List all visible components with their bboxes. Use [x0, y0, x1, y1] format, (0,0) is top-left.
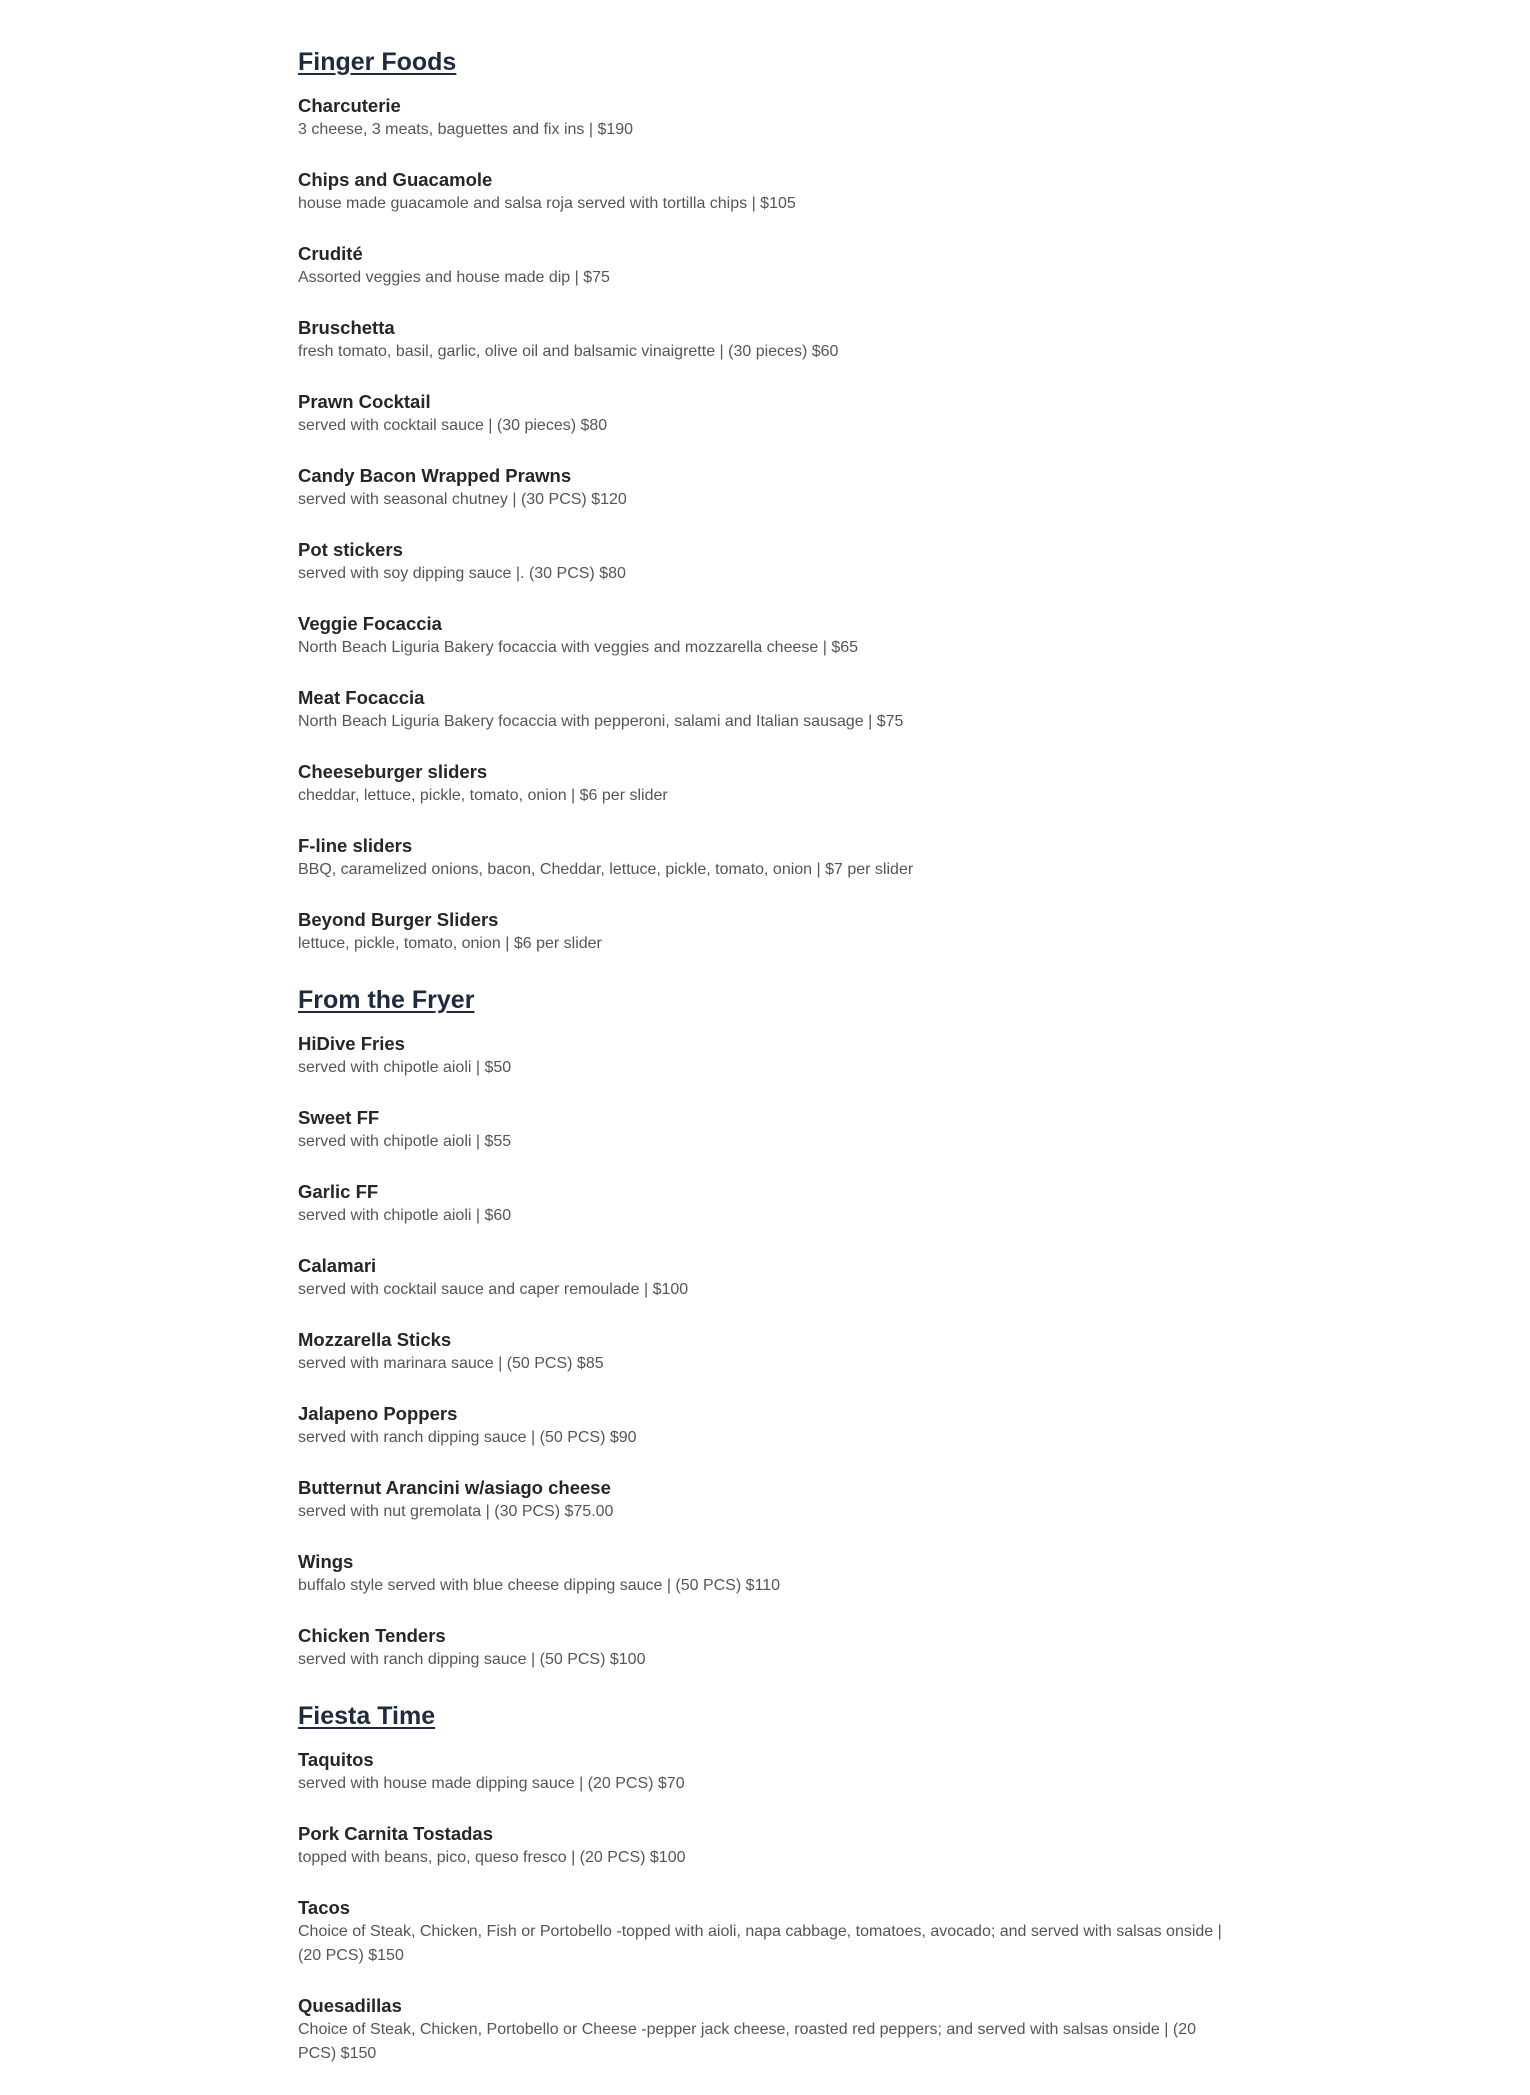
menu-item: [298, 538, 1238, 586]
menu-item: [298, 1402, 1238, 1450]
menu-item: [298, 686, 1238, 734]
menu-item: [298, 1550, 1238, 1598]
item-description: house made guacamole and salsa roja served with tortilla chips | $105: [298, 195, 796, 212]
item-name: Taquitos: [298, 1749, 374, 1770]
item-name: Bruschetta: [298, 317, 395, 338]
item-name: Candy Bacon Wrapped Prawns: [298, 465, 572, 486]
section-title: From the Fryer: [298, 986, 475, 1014]
item-name: Charcuterie: [298, 95, 401, 116]
item-name: Veggie Focaccia: [298, 613, 442, 634]
item-description: cheddar, lettuce, pickle, tomato, onion | $6 per slider: [298, 787, 668, 804]
section-from-the-fryer: [298, 984, 1238, 1672]
item-name: Butternut Arancini w/asiago cheese: [298, 1477, 611, 1498]
item-name: Prawn Cocktail: [298, 391, 431, 412]
item-description: lettuce, pickle, tomato, onion | $6 per slider: [298, 935, 602, 952]
item-description: served with soy dipping sauce |. (30 PCS) $80: [298, 565, 626, 582]
menu-item: [298, 390, 1238, 438]
item-description: Assorted veggies and house made dip | $75: [298, 269, 610, 286]
menu-item: [298, 242, 1238, 290]
item-description: Choice of Steak, Chicken, Portobello or Cheese -pepper jack cheese, roasted red peppers; and served with salsas onside | (20 PCS) $150: [298, 2021, 1196, 2062]
menu-item: [298, 1032, 1238, 1080]
menu-item: [298, 1896, 1238, 1968]
menu-item: [298, 1624, 1238, 1672]
item-description: served with chipotle aioli | $60: [298, 1207, 512, 1224]
item-description: topped with beans, pico, queso fresco | (20 PCS) $100: [298, 1849, 686, 1866]
item-name: Jalapeno Poppers: [298, 1403, 458, 1424]
item-description: served with cocktail sauce | (30 pieces) $80: [298, 417, 608, 434]
item-description: served with nut gremolata | (30 PCS) $75.00: [298, 1503, 614, 1520]
item-description: served with house made dipping sauce | (20 PCS) $70: [298, 1775, 685, 1792]
item-description: Choice of Steak, Chicken, Fish or Portobello -topped with aioli, napa cabbage, tomatoes, avocado; and served with salsas onside | (20 PCS) $150: [298, 1923, 1222, 1964]
item-description: North Beach Liguria Bakery focaccia with pepperoni, salami and Italian sausage | $75: [298, 713, 904, 730]
item-description: served with seasonal chutney | (30 PCS) $120: [298, 491, 627, 508]
item-name: Mozzarella Sticks: [298, 1329, 452, 1350]
item-name: Pork Carnita Tostadas: [298, 1823, 493, 1844]
menu-item: [298, 1180, 1238, 1228]
item-description: North Beach Liguria Bakery focaccia with veggies and mozzarella cheese | $65: [298, 639, 859, 656]
item-name: HiDive Fries: [298, 1033, 405, 1054]
item-description: served with cocktail sauce and caper remoulade | $100: [298, 1281, 689, 1298]
item-name: Wings: [298, 1551, 354, 1572]
item-description: served with ranch dipping sauce | (50 PCS) $100: [298, 1651, 646, 1668]
menu-item: [298, 908, 1238, 956]
section-fiesta-time: [298, 1700, 1238, 2066]
item-name: F-line sliders: [298, 835, 413, 856]
item-description: 3 cheese, 3 meats, baguettes and fix ins | $190: [298, 121, 634, 138]
item-description: served with chipotle aioli | $55: [298, 1133, 512, 1150]
menu-item: [298, 1994, 1238, 2066]
section-title: Fiesta Time: [298, 1702, 436, 1730]
item-name: Tacos: [298, 1897, 351, 1918]
item-name: Calamari: [298, 1255, 377, 1276]
menu-item: [298, 94, 1238, 142]
item-name: Quesadillas: [298, 1995, 402, 2016]
menu-item: [298, 1822, 1238, 1870]
menu-item: [298, 760, 1238, 808]
item-description: served with marinara sauce | (50 PCS) $85: [298, 1355, 604, 1372]
item-name: Chips and Guacamole: [298, 169, 493, 190]
item-name: Crudité: [298, 243, 363, 264]
menu-item: [298, 612, 1238, 660]
menu-item: [298, 1476, 1238, 1524]
menu-item: [298, 168, 1238, 216]
section-title: Finger Foods: [298, 48, 457, 76]
menu-item: [298, 1254, 1238, 1302]
item-name: Garlic FF: [298, 1181, 379, 1202]
item-name: Pot stickers: [298, 539, 403, 560]
item-name: Beyond Burger Sliders: [298, 909, 499, 930]
item-description: fresh tomato, basil, garlic, olive oil and balsamic vinaigrette | (30 pieces) $60: [298, 343, 839, 360]
menu-item: [298, 464, 1238, 512]
item-name: Cheeseburger sliders: [298, 761, 488, 782]
item-name: Chicken Tenders: [298, 1625, 446, 1646]
menu-item: [298, 1106, 1238, 1154]
item-name: Sweet FF: [298, 1107, 380, 1128]
menu: [298, 46, 1238, 2092]
item-name: Meat Focaccia: [298, 687, 425, 708]
menu-item: [298, 1748, 1238, 1796]
item-description: buffalo style served with blue cheese dipping sauce | (50 PCS) $110: [298, 1577, 781, 1594]
item-description: served with ranch dipping sauce | (50 PCS) $90: [298, 1429, 637, 1446]
menu-item: [298, 316, 1238, 364]
item-description: served with chipotle aioli | $50: [298, 1059, 512, 1076]
section-finger-foods: [298, 46, 1238, 956]
menu-item: [298, 1328, 1238, 1376]
item-description: BBQ, caramelized onions, bacon, Cheddar, lettuce, pickle, tomato, onion | $7 per slider: [298, 861, 914, 878]
menu-item: [298, 834, 1238, 882]
